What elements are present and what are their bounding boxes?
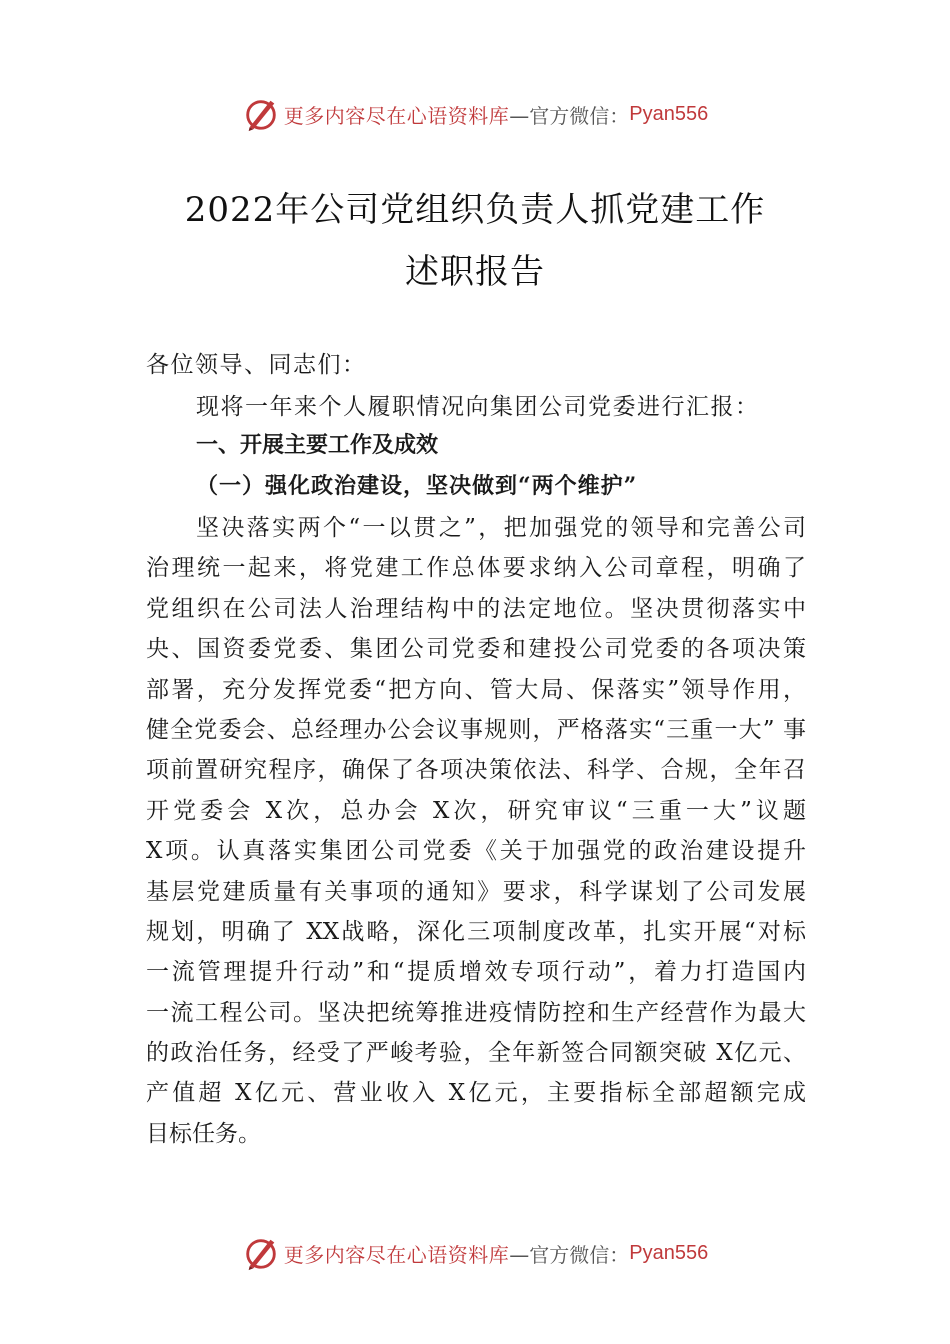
- subsection-heading: （一）强化政治建设，坚决做到“两个维护”: [196, 473, 638, 499]
- footer-banner: [0, 1233, 950, 1273]
- paragraph-line: 项前置研究程序，确保了各项决策依法、科学、合规，全年召: [146, 757, 806, 784]
- banner-text-site: 更多内容尽在心语资料库: [283, 103, 510, 128]
- paragraph-line: 部署，充分发挥党委“把方向、管大局、保落实”领导作用，: [146, 676, 806, 703]
- document-title-line2: 述职报告: [405, 252, 545, 292]
- banner-text-wechat-label: —官方微信：: [509, 1242, 630, 1267]
- banner-text-site: 更多内容尽在心语资料库: [283, 1242, 510, 1267]
- banner-text-wechat-id: Pyan556: [629, 102, 709, 125]
- paragraph-line: 央、国资委党委、集团公司党委和建投公司党委的各项决策: [146, 636, 806, 663]
- banner-text-wechat-label: —官方微信：: [509, 103, 630, 128]
- paragraph-line: 开党委会 X次，总办会 X次，研究审议“三重一大”议题: [146, 797, 806, 824]
- paragraph-line: 坚决落实两个“一以贯之”，把加强党的领导和完善公司: [196, 515, 806, 541]
- paragraph-line: 产值超 X亿元、营业收入 X亿元，主要指标全部超额完成: [146, 1080, 806, 1107]
- paragraph-line: 基层党建质量有关事项的通知》要求，科学谋划了公司发展: [146, 878, 806, 905]
- body-paragraph: [146, 508, 806, 1154]
- section-heading: 一、开展主要工作及成效: [196, 433, 439, 458]
- paragraph-line: 规划，明确了 XX战略，深化三项制度改革，扎实开展“对标: [146, 918, 806, 945]
- greeting: 各位领导、同志们：: [146, 352, 367, 378]
- paragraph-line: 的政治任务，经受了严峻考验，全年新签合同额突破 X亿元、: [146, 1040, 806, 1067]
- document-title-line1: 2022年公司党组织负责人抓党建工作: [184, 190, 766, 230]
- pen-logo-icon: [242, 1234, 280, 1272]
- header-banner: [0, 94, 950, 134]
- pen-logo-icon: [242, 95, 280, 133]
- paragraph-line: 健全党委会、总经理办公会议事规则，严格落实“三重一大” 事: [146, 716, 806, 743]
- banner-text-wechat-id: Pyan556: [629, 1241, 709, 1264]
- paragraph-line: 党组织在公司法人治理结构中的法定地位。坚决贯彻落实中: [146, 595, 806, 622]
- paragraph-line: 目标任务。: [146, 1120, 261, 1147]
- paragraph-line: 一流工程公司。坚决把统筹推进疫情防控和生产经营作为最大: [146, 999, 806, 1026]
- paragraph-line: X项。认真落实集团公司党委《关于加强党的政治建设提升: [146, 838, 806, 865]
- paragraph-line: 一流管理提升行动”和“提质增效专项行动”，着力打造国内: [146, 959, 806, 986]
- paragraph-line: 治理统一起来，将党建工作总体要求纳入公司章程，明确了: [146, 555, 806, 582]
- intro-sentence: 现将一年来个人履职情况向集团公司党委进行汇报：: [196, 394, 760, 420]
